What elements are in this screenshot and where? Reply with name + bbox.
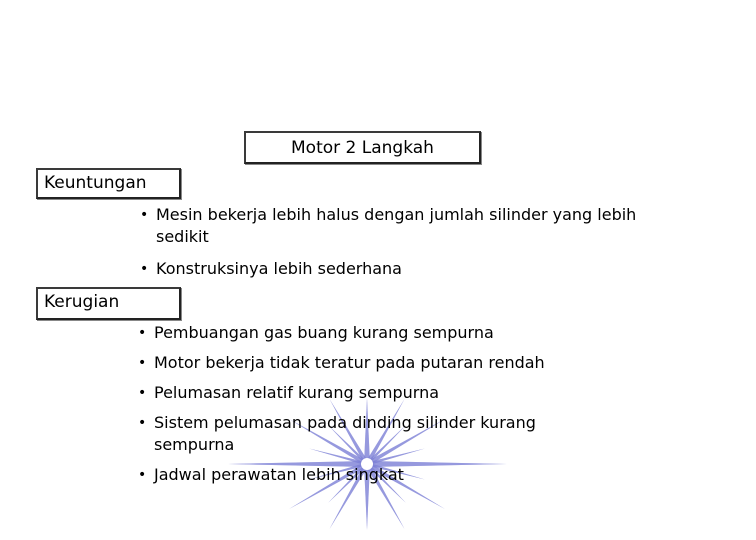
list-item-text: Pembuangan gas buang kurang sempurna (154, 323, 494, 342)
page-title: Motor 2 Langkah (291, 138, 434, 158)
bullet-icon: • (138, 355, 147, 371)
disadvantages-list (138, 322, 618, 494)
bullet-icon: • (138, 467, 147, 483)
list-item (138, 352, 618, 374)
list-item (140, 204, 680, 248)
list-item (138, 464, 618, 486)
list-item-text: Sistem pelumasan pada dinding silinder kurang sempurna (154, 413, 536, 454)
list-item (138, 322, 618, 344)
disadvantages-heading: Kerugian (44, 292, 120, 312)
disadvantages-heading-box (36, 287, 181, 320)
list-item-text: Konstruksinya lebih sederhana (156, 259, 402, 278)
list-item-text: Jadwal perawatan lebih singkat (154, 465, 404, 484)
list-item-text: Mesin bekerja lebih halus dengan jumlah silinder yang lebih sedikit (156, 205, 637, 246)
advantages-heading-box (36, 168, 181, 199)
list-item (140, 258, 680, 280)
advantages-heading: Keuntungan (44, 173, 147, 193)
bullet-icon: • (138, 325, 147, 341)
list-item (138, 412, 618, 456)
bullet-icon: • (138, 385, 147, 401)
list-item-text: Pelumasan relatif kurang sempurna (154, 383, 440, 402)
list-item-text: Motor bekerja tidak teratur pada putaran rendah (154, 353, 545, 372)
bullet-icon: • (140, 261, 149, 277)
advantages-list (140, 204, 680, 290)
title-box (244, 131, 481, 164)
bullet-icon: • (140, 207, 149, 223)
bullet-icon: • (138, 415, 147, 431)
list-item (138, 382, 618, 404)
